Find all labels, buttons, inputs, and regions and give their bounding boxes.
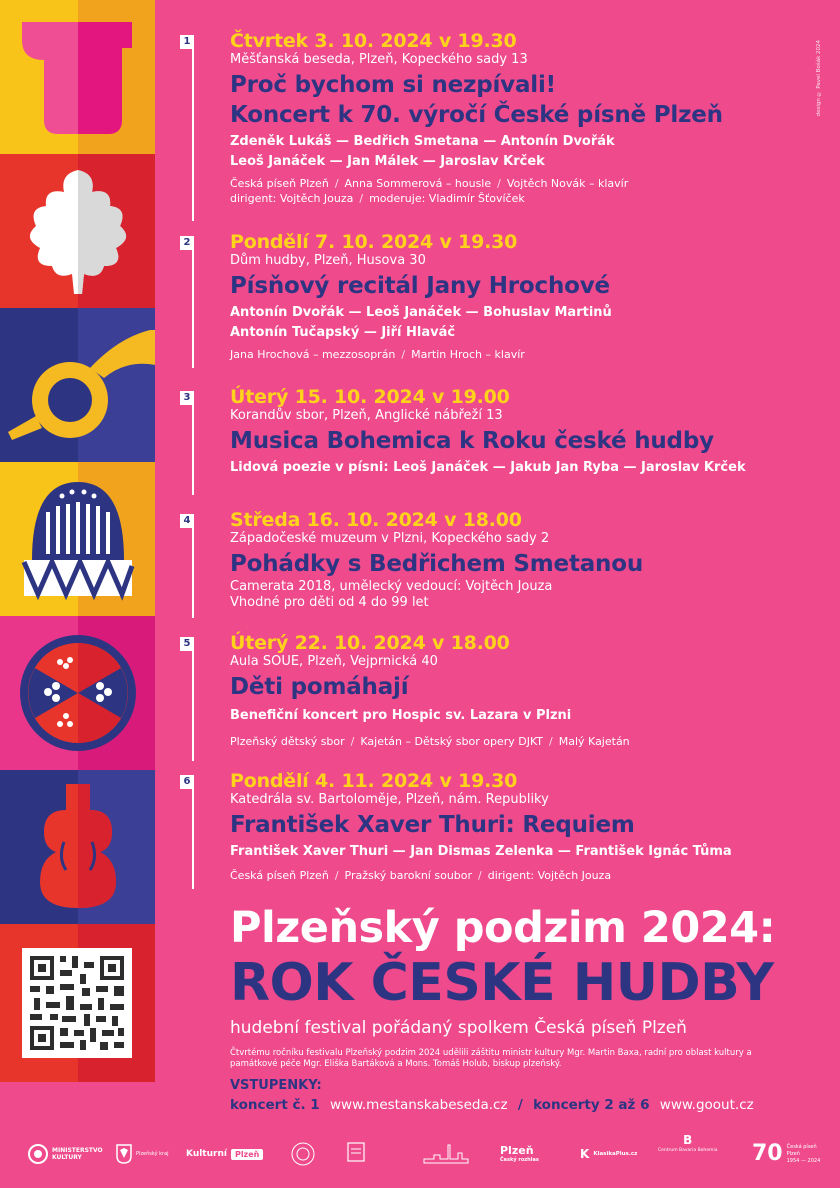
event-number: 3	[180, 391, 194, 405]
sponsor-logos	[28, 1133, 821, 1174]
logo-plzen-radio: Plzeň Český rozhlas	[500, 1143, 539, 1163]
festival-subtitle: ROK ČESKÉ HUDBY	[230, 953, 774, 1013]
event-performers: Česká píseň Plzeň / Anna Sommerová – housle / Vojtěch Novák – klavír	[230, 177, 629, 190]
tickets-line: koncert č. 1 www.mestanskabeseda.cz / koncerty 2 až 6 www.goout.cz	[230, 1097, 754, 1113]
event-performers: Jana Hrochová – mezzosoprán / Martin Hroch – klavír	[230, 348, 525, 361]
event-number: 1	[180, 35, 194, 49]
event-performers: dirigent: Vojtěch Jouza / moderuje: Vladimír Šťovíček	[230, 192, 525, 205]
event-venue: Západočeské muzeum v Plzni, Kopeckého sady 2	[230, 531, 550, 546]
event-composers: Antonín Dvořák — Leoš Janáček — Bohuslav Martinů	[230, 305, 612, 320]
festival-block	[230, 902, 830, 1070]
event-title: Koncert k 70. výročí České písně Plzeň	[230, 102, 723, 128]
event-date: Úterý 22. 10. 2024 v 18.00	[230, 632, 510, 654]
event-number: 6	[180, 775, 194, 789]
event-title: Pohádky s Bedřichem Smetanou	[230, 551, 644, 577]
event-date: Středa 16. 10. 2024 v 18.00	[230, 509, 522, 531]
tile-qr	[0, 924, 155, 1082]
event-title: Proč bychom si nezpívali!	[230, 72, 556, 98]
tile-plate	[0, 616, 155, 770]
tile-hat	[0, 462, 155, 616]
tile-violin	[0, 770, 155, 924]
festival-title: Plzeňský podzim 2024:	[230, 903, 776, 953]
concert1-link[interactable]: www.mestanskabeseda.cz	[330, 1097, 508, 1113]
concert1-label: koncert č. 1	[230, 1097, 320, 1113]
event-number: 4	[180, 514, 194, 528]
event-venue: Měšťanská beseda, Plzeň, Kopeckého sady 13	[230, 52, 528, 67]
ministry-logo-icon	[28, 1144, 48, 1164]
event-composers: Leoš Janáček — Jan Málek — Jaroslav Krček	[230, 154, 545, 169]
event-date: Pondělí 4. 11. 2024 v 19.30	[230, 770, 518, 792]
seal-icon	[290, 1141, 316, 1167]
logo-fund	[346, 1134, 366, 1174]
event-venue: Katedrála sv. Bartoloměje, Plzeň, nám. Republiky	[230, 792, 549, 807]
event-composers: František Xaver Thuri — Jan Dismas Zelenka — František Ignác Tůma	[230, 844, 732, 859]
event-divider	[192, 250, 194, 368]
logo-kulturni-plzen: Kulturní Plzeň	[186, 1134, 263, 1174]
event-title: František Xaver Thuri: Requiem	[230, 812, 635, 838]
icon-tiles-column	[0, 0, 155, 1082]
event-date: Pondělí 7. 10. 2024 v 19.30	[230, 231, 518, 253]
event-date: Čtvrtek 3. 10. 2024 v 19.30	[230, 30, 517, 52]
festival-description: hudební festival pořádaný spolkem Česká píseň Plzeň	[230, 1018, 687, 1038]
logo-cebb: B Centrum Bavaria Bohemia	[658, 1133, 718, 1153]
event-divider	[192, 528, 194, 618]
event-divider	[192, 49, 194, 221]
event-venue: Korandův sbor, Plzeň, Anglické nábřeží 13	[230, 408, 503, 423]
logo-seal	[290, 1134, 316, 1174]
concerts-link[interactable]: www.goout.cz	[659, 1097, 754, 1113]
event-performers: Plzeňský dětský sbor / Kajetán – Dětský sbor opery DJKT / Malý Kajetán	[230, 735, 630, 748]
concerts-label: koncerty 2 až 6	[533, 1097, 650, 1113]
tickets-heading: VSTUPENKY:	[230, 1078, 322, 1093]
design-credit: design © Pavel Bošák 2024	[816, 40, 822, 117]
logo-city-silhouette	[422, 1134, 470, 1174]
event-note: Vhodné pro děti od 4 do 99 let	[230, 595, 429, 610]
logo-ceska-pisen-70: 70 Česká píseň Plzeň 1954 — 2024	[752, 1141, 821, 1166]
logo-klasikaplus: K KlasikaPlus.cz	[580, 1147, 638, 1161]
event-performers: Česká píseň Plzeň / Pražský barokní soubor / dirigent: Vojtěch Jouza	[230, 869, 612, 882]
event-note: Camerata 2018, umělecký vedoucí: Vojtěch Jouza	[230, 579, 553, 594]
fund-logo-icon	[346, 1141, 366, 1167]
event-title: Musica Bohemica k Roku české hudby	[230, 428, 714, 454]
event-title: Písňový recitál Jany Hrochové	[230, 273, 610, 299]
event-divider	[192, 789, 194, 889]
city-silhouette-icon	[422, 1143, 470, 1165]
event-composers: Antonín Tučapský — Jiří Hlaváč	[230, 325, 456, 340]
festival-patronage: Čtvrtému ročníku festivalu Plzeňský podzim 2024 udělili záštitu ministr kultury Mgr. Martin Baxa, radní pro oblast kultury a památkové péče Mgr. Eliška Bartáková a Mons. Tomáš Holub, biskup plzeňský.	[230, 1048, 752, 1069]
plate-icon	[20, 635, 136, 751]
event-composers: Lidová poezie v písni: Leoš Janáček — Jakub Jan Ryba — Jaroslav Krček	[230, 460, 746, 475]
tile-leaf	[0, 154, 155, 308]
logo-ministry: MINISTERSTVO KULTURY	[28, 1134, 103, 1174]
event-divider	[192, 405, 194, 495]
event-composers: Zdeněk Lukáš — Bedřich Smetana — Antonín Dvořák	[230, 134, 615, 149]
event-date: Úterý 15. 10. 2024 v 19.00	[230, 386, 510, 408]
logo-region: Plzeňský kraj	[116, 1134, 169, 1174]
tile-horn	[0, 308, 155, 462]
event-divider	[192, 651, 194, 761]
region-crest-icon	[116, 1144, 132, 1164]
event-number: 5	[180, 637, 194, 651]
event-composers: Benefiční koncert pro Hospic sv. Lazara v Plzni	[230, 708, 572, 723]
event-venue: Aula SOUE, Plzeň, Vejprnická 40	[230, 654, 438, 669]
event-number: 2	[180, 236, 194, 250]
event-venue: Dům hudby, Plzeň, Husova 30	[230, 253, 426, 268]
tile-piano	[0, 0, 155, 154]
event-title: Děti pomáhají	[230, 674, 409, 700]
